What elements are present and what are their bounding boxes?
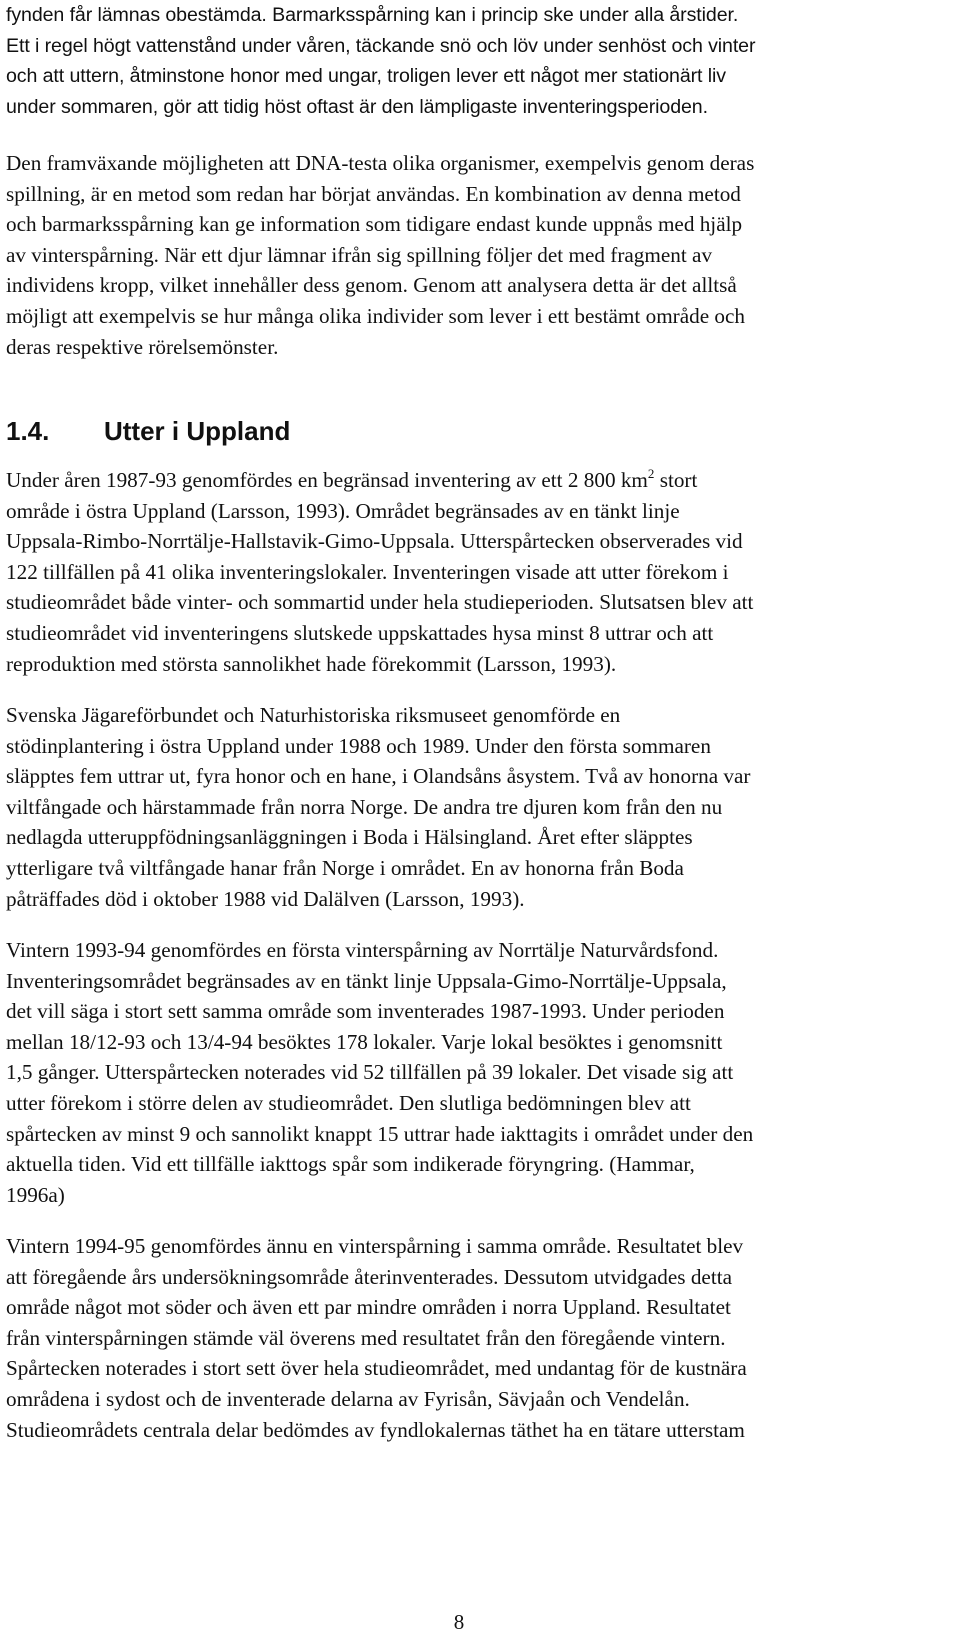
text-line: och att uttern, åtminstone honor med ungar, troligen lever ett något mer stationärt liv xyxy=(6,65,726,88)
text-line: Inventeringsområdet begränsades av en tänkt linje Uppsala-Gimo-Norrtälje-Uppsala, xyxy=(6,968,727,993)
paragraph-spring-inventory xyxy=(6,0,946,122)
text-line: område något mot söder och även ett par mindre områden i norra Uppland. Resultatet xyxy=(6,1295,731,1320)
text-line: och barmarksspårning kan ge information som tidigare endast kunde uppnås med hjälp xyxy=(6,212,743,237)
text-line: av vinterspårning. När ett djur lämnar ifrån sig spillning följer det med fragment av xyxy=(6,242,713,267)
text-line: Vintern 1993-94 genomfördes en första vinterspårning av Norrtälje Naturvårdsfond. xyxy=(6,938,719,962)
paragraph-dna-testing xyxy=(6,148,946,362)
text-line: från vinterspårningen stämde väl överens med resultatet från den föregående vintern. xyxy=(6,1325,726,1350)
paragraph-reintroduction xyxy=(6,700,946,914)
text-line: Spårtecken noterades i stort sett över hela studieområdet, med undantag för de kustnära xyxy=(6,1356,747,1381)
text-segment: Under åren 1987-93 genomfördes en begränsad inventering av ett 2 800 km xyxy=(6,468,648,492)
text-line: område i östra Uppland (Larsson, 1993). Området begränsades av en tänkt linje xyxy=(6,498,680,523)
text-line: deras respektive rörelsemönster. xyxy=(6,334,279,359)
text-line: stödinplantering i östra Uppland under 1988 och 1989. Under den första sommaren xyxy=(6,733,711,758)
text-line: släpptes fem uttrar ut, fyra honor och en hane, i Olandsåns åsystem. Två av honorna var xyxy=(6,764,751,789)
text-line: reproduktion med största sannolikhet hade förekommit (Larsson, 1993). xyxy=(6,651,617,676)
text-line: mellan 18/12-93 och 13/4-94 besöktes 178 lokaler. Varje lokal besöktes i genomsnitt xyxy=(6,1029,723,1054)
text-line: Den framväxande möjligheten att DNA-testa olika organismer, exempelvis genom deras xyxy=(6,151,755,175)
text-line: Studieområdets centrala delar bedömdes av fyndlokalernas täthet ha en tätare utterstam xyxy=(6,1417,745,1442)
text-line: studieområdet både vinter- och sommartid under hela studieperioden. Slutsatsen blev att xyxy=(6,590,754,615)
text-line: möjligt att exempelvis se hur många olika individer som lever i ett bestämt område och xyxy=(6,303,746,328)
text-line: Uppsala-Rimbo-Norrtälje-Hallstavik-Gimo-Uppsala. Utterspårtecken observerades vid xyxy=(6,529,743,554)
text-line: områdena i sydost och de inventerade delarna av Fyrisån, Sävjaån och Vendelån. xyxy=(6,1386,690,1411)
text-line: spårtecken av minst 9 och sannolikt knappt 15 uttrar hade iakttagits i området under den xyxy=(6,1121,754,1146)
page-number: 8 xyxy=(453,1610,465,1634)
paragraph-inventory-1987-93 xyxy=(6,465,946,679)
text-line: 1996a) xyxy=(6,1182,65,1207)
paragraph-winter-1993-94 xyxy=(6,935,946,1210)
text-line: spillning, är en metod som redan har börjat användas. En kombination av denna metod xyxy=(6,181,741,206)
text-line: Ett i regel högt vattenstånd under våren, täckande snö och löv under senhöst och vinter xyxy=(6,34,756,57)
text-line: fynden får lämnas obestämda. Barmarksspårning kan i princip ske under alla årstider. xyxy=(6,4,739,26)
text-line: Vintern 1994-95 genomfördes ännu en vinterspårning i samma område. Resultatet blev xyxy=(6,1234,744,1258)
text-line: påträffades död i oktober 1988 vid Dalälven (Larsson, 1993). xyxy=(6,886,525,911)
text-line: Svenska Jägareförbundet och Naturhistoriska riksmuseet genomförde en xyxy=(6,703,621,727)
text-line: 122 tillfällen på 41 olika inventeringslokaler. Inventeringen visade att utter förekom i xyxy=(6,559,729,584)
section-heading xyxy=(6,414,290,448)
text-line: att föregående års undersökningsområde återinventerades. Dessutom utvidgades detta xyxy=(6,1264,733,1289)
text-line xyxy=(6,465,946,496)
text-line: individens kropp, vilket innehåller dess genom. Genom att analysera detta är det alltså xyxy=(6,273,737,298)
text-line: studieområdet vid inventeringens slutskede uppskattades hysa minst 8 uttrar och att xyxy=(6,620,714,645)
section-number: 1.4. xyxy=(6,416,50,446)
text-segment: stort xyxy=(654,468,698,492)
text-line: det vill säga i stort sett samma område som inventerades 1987-1993. Under perioden xyxy=(6,999,725,1024)
text-line: utter förekom i större delen av studieområdet. Den slutliga bedömningen blev att xyxy=(6,1090,691,1115)
text-line: ytterligare två viltfångade hanar från Norge i området. En av honorna från Boda xyxy=(6,855,684,880)
text-line: nedlagda utteruppfödningsanläggningen i Boda i Hälsingland. Året efter släpptes xyxy=(6,825,693,850)
text-line: viltfångade och härstammade från norra Norge. De andra tre djuren kom från den nu xyxy=(6,794,723,819)
text-line: 1,5 gånger. Utterspårtecken noterades vid 52 tillfällen på 39 lokaler. Det visade sig att xyxy=(6,1060,734,1085)
text-line: under sommaren, gör att tidig höst oftast är den lämpligaste inventeringsperioden. xyxy=(6,95,708,118)
section-title: Utter i Uppland xyxy=(104,416,291,446)
text-line: aktuella tiden. Vid ett tillfälle iakttogs spår som indikerade föryngring. (Hammar, xyxy=(6,1152,695,1177)
paragraph-winter-1994-95 xyxy=(6,1231,946,1445)
superscript-squared: 2 xyxy=(647,466,655,481)
